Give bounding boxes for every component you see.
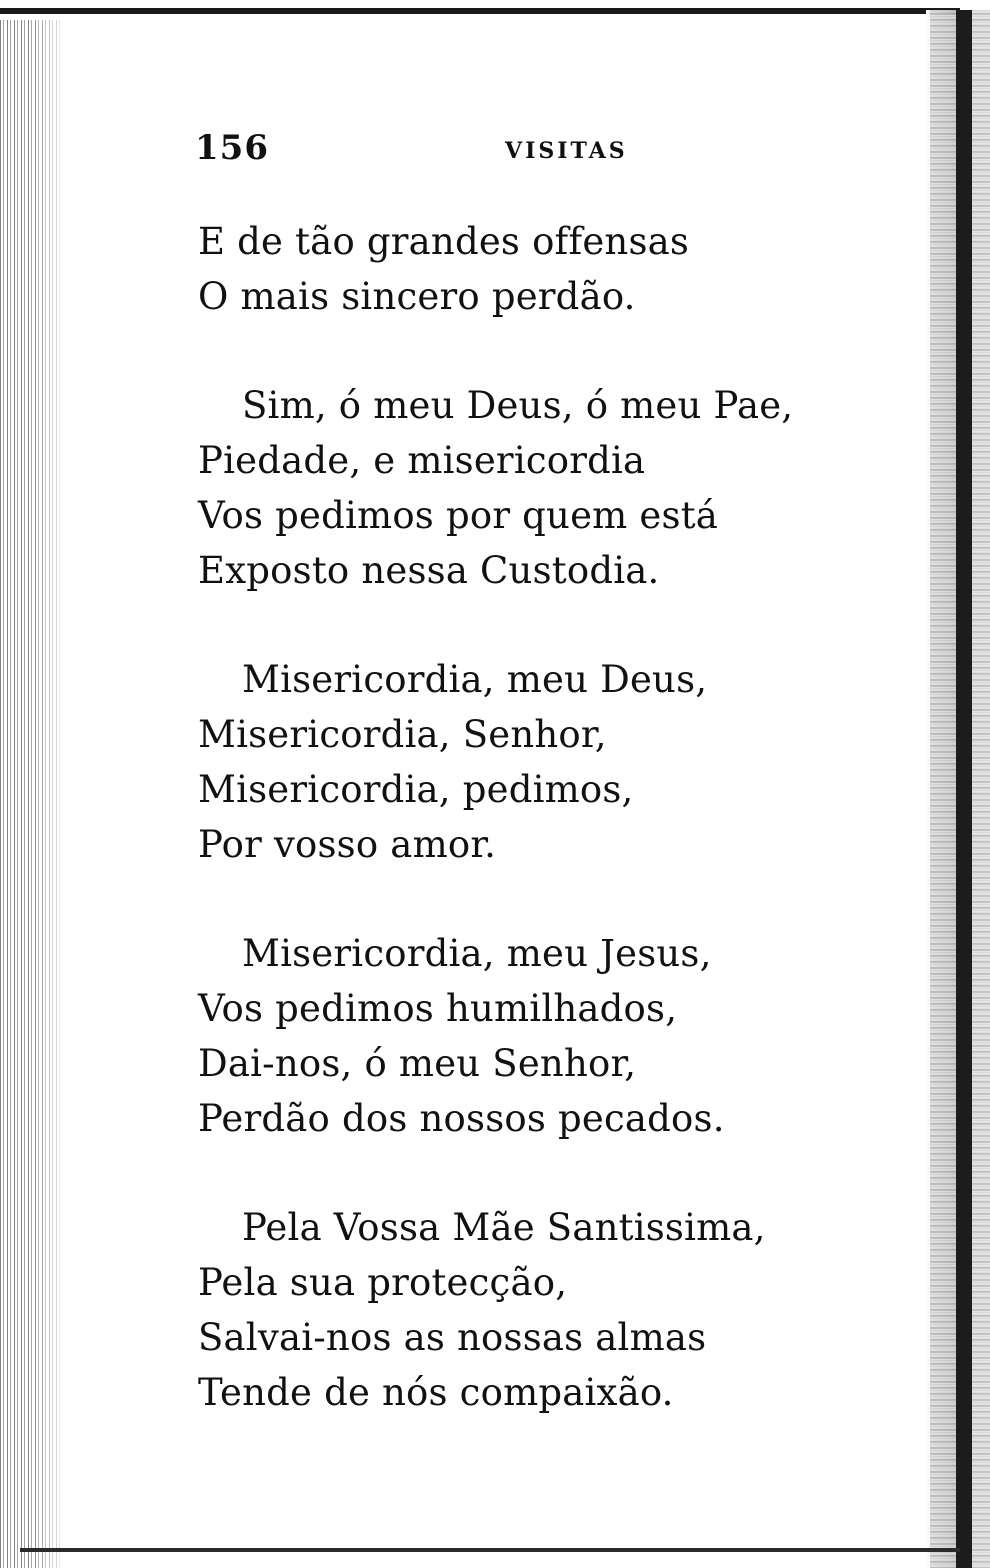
verse-line: Por vosso amor. <box>198 823 497 866</box>
stanza <box>198 214 838 324</box>
scan-page-edge-dark <box>956 10 972 1568</box>
verse-line: Vos pedimos humilhados, <box>198 987 678 1030</box>
verse-line: Tende de nós compaixão. <box>198 1371 674 1414</box>
page-header <box>195 128 635 178</box>
verse-line: Salvai-nos as nossas almas <box>198 1316 707 1359</box>
verse-line: Dai-nos, ó meu Senhor, <box>198 1042 637 1085</box>
running-head: VISITAS <box>505 138 628 164</box>
stanza <box>198 1200 838 1420</box>
verse-line: Exposto nessa Custodia. <box>198 549 660 592</box>
verse-line: Misericordia, meu Jesus, <box>242 932 712 975</box>
verse-line: Misericordia, pedimos, <box>198 768 634 811</box>
verse-line: O mais sincero perdão. <box>198 275 636 318</box>
verse-line: Sim, ó meu Deus, ó meu Pae, <box>242 384 794 427</box>
verse-line: Pela sua protecção, <box>198 1261 568 1304</box>
page-number: 156 <box>195 128 269 168</box>
verse-line: Piedade, e misericordia <box>198 439 646 482</box>
stanza <box>198 378 838 598</box>
scan-top-edge <box>0 8 960 14</box>
stanza <box>198 926 838 1146</box>
verse-line: Pela Vossa Mãe Santissima, <box>242 1206 766 1249</box>
verse-line: Perdão dos nossos pecados. <box>198 1097 725 1140</box>
poem-body <box>198 214 838 1474</box>
verse-line: E de tão grandes offensas <box>198 220 690 263</box>
verse-line: Misericordia, meu Deus, <box>242 658 708 701</box>
stanza <box>198 652 838 872</box>
scan-bottom-edge <box>20 1548 960 1552</box>
verse-line: Vos pedimos por quem está <box>198 494 719 537</box>
scan-gutter-fade <box>30 20 70 1568</box>
verse-line: Misericordia, Senhor, <box>198 713 607 756</box>
